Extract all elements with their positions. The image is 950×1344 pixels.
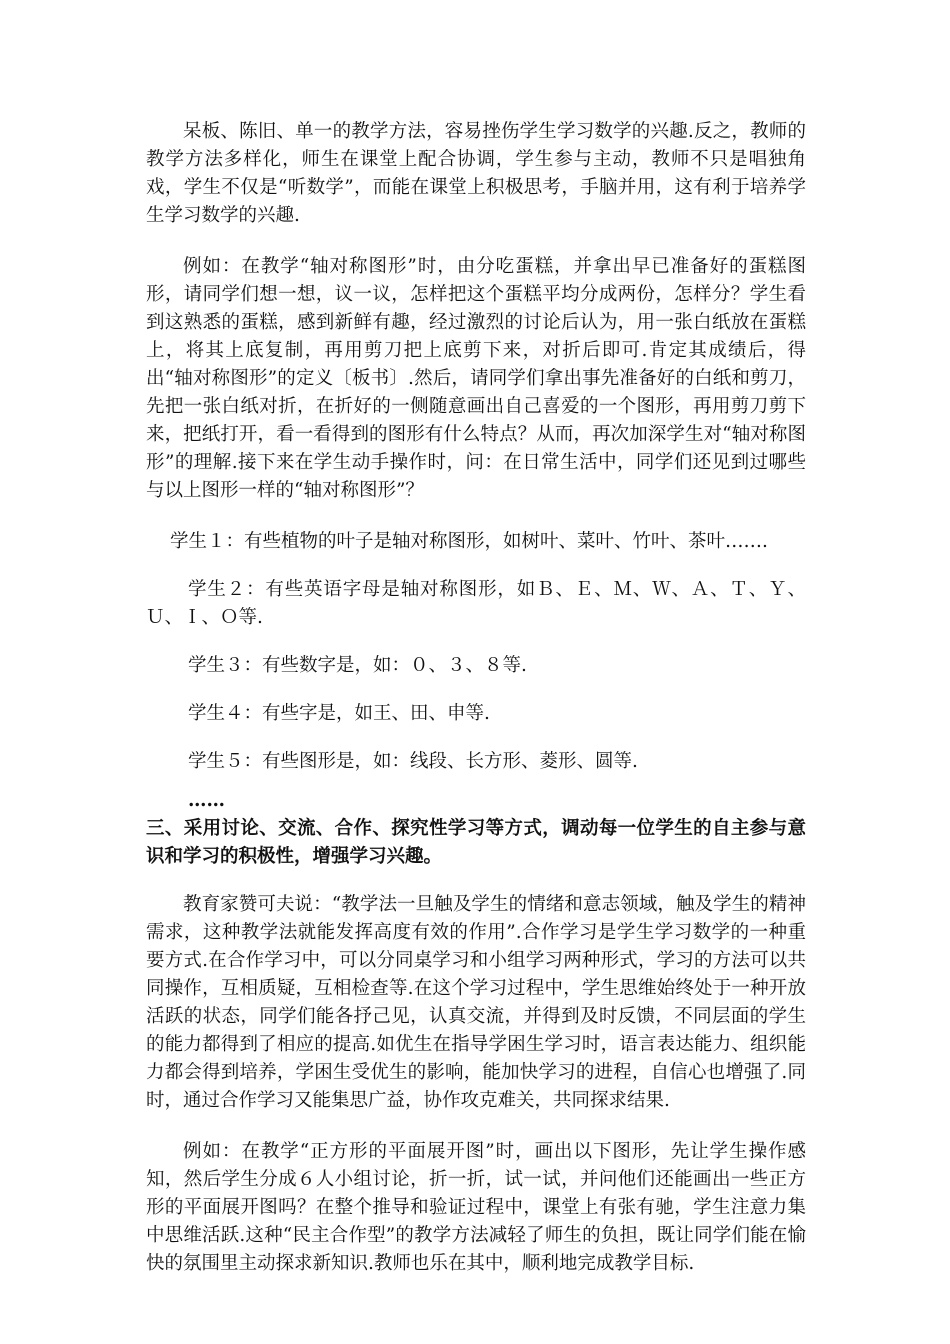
paragraph-cooperative-learning: 教育家赞可夫说：“教学法一旦触及学生的情绪和意志领域，触及学生的精神需求，这种教学法就能发挥高度有效的作用”.合作学习是学生学习数学的一种重要方式.在合作学习中，可以分同桌学习和小组学习两种形式，学习的方法可以共同操作，互相质疑，互相检查等.在这个学习过程中，学生思维始终处于一种开放活跃的状态，同学们能各抒己见，认真交流，并得到及时反馈，不同层面的学生的能力都得到了相应的提高.如优生在指导学困生学习时，语言表达能力、组织能力都会得到培养，学困生受优生的影响，能加快学习的进程，自信心也增强了.同时，通过合作学习又能集思广益，协作攻克难关，共同探求结果.	[146, 894, 806, 1111]
student-answer-5: 学生５：有些图形是，如：线段、长方形、菱形、圆等.	[188, 751, 638, 772]
section-heading-3: 三、采用讨论、交流、合作、探究性学习等方式，调动每一位学生的自主参与意识和学习的积极性，增强学习兴趣。	[146, 818, 806, 867]
paragraph-teaching-methods: 呆板、陈旧、单一的教学方法，容易挫伤学生学习数学的兴趣.反之，教师的教学方法多样化，师生在课堂上配合协调，学生参与主动，教师不只是唱独角戏，学生不仅是“听数学”，而能在课堂上积极思考，手脑并用，这有利于培养学生学习数学的兴趣.	[146, 121, 806, 226]
paragraph-example-square-net: 例如：在教学“正方形的平面展开图”时，画出以下图形，先让学生操作感知，然后学生分成６人小组讨论，折一折，试一试，并问他们还能画出一些正方形的平面展开图吗？在整个推导和验证过程中，课堂上有张有驰，学生注意力集中思维活跃.这种“民主合作型”的教学方法减轻了师生的负担，既让同学们能在愉快的氛围里主动探求新知识.教师也乐在其中，顺利地完成教学目标.	[146, 1141, 806, 1274]
student-answer-4: 学生４：有些字是，如王、田、申等.	[188, 703, 490, 724]
ellipsis: ……	[188, 790, 225, 811]
document-page	[146, 118, 806, 1278]
paragraph-example-symmetry: 例如：在教学“轴对称图形”时，由分吃蛋糕，并拿出早已准备好的蛋糕图形，请同学们想一想，议一议，怎样把这个蛋糕平均分成两份，怎样分？学生看到这熟悉的蛋糕，感到新鲜有趣，经过激烈的讨论后认为，用一张白纸放在蛋糕上，将其上底复制，再用剪刀把上底剪下来，对折后即可.肯定其成绩后，得出“轴对称图形”的定义〔板书〕.然后，请同学们拿出事先准备好的白纸和剪刀，先把一张白纸对折，在折好的一侧随意画出自己喜爱的一个图形，再用剪刀剪下来，把纸打开，看一看得到的图形有什么特点？从而，再次加深学生对“轴对称图形”的理解.接下来在学生动手操作时，问：在日常生活中，同学们还见到过哪些与以上图形一样的“轴对称图形”？	[146, 256, 806, 501]
student-answer-1: 学生１：有些植物的叶子是轴对称图形，如树叶、菜叶、竹叶、茶叶…….	[170, 531, 768, 552]
student-answer-3: 学生３：有些数字是，如：０、３、８等.	[188, 655, 527, 676]
student-answer-2: 学生２：有些英语字母是轴对称图形，如Ｂ、Ｅ、Ｍ、Ｗ、Ａ、Ｔ、Ｙ、Ｕ、Ｉ、Ｏ等.	[146, 579, 806, 628]
